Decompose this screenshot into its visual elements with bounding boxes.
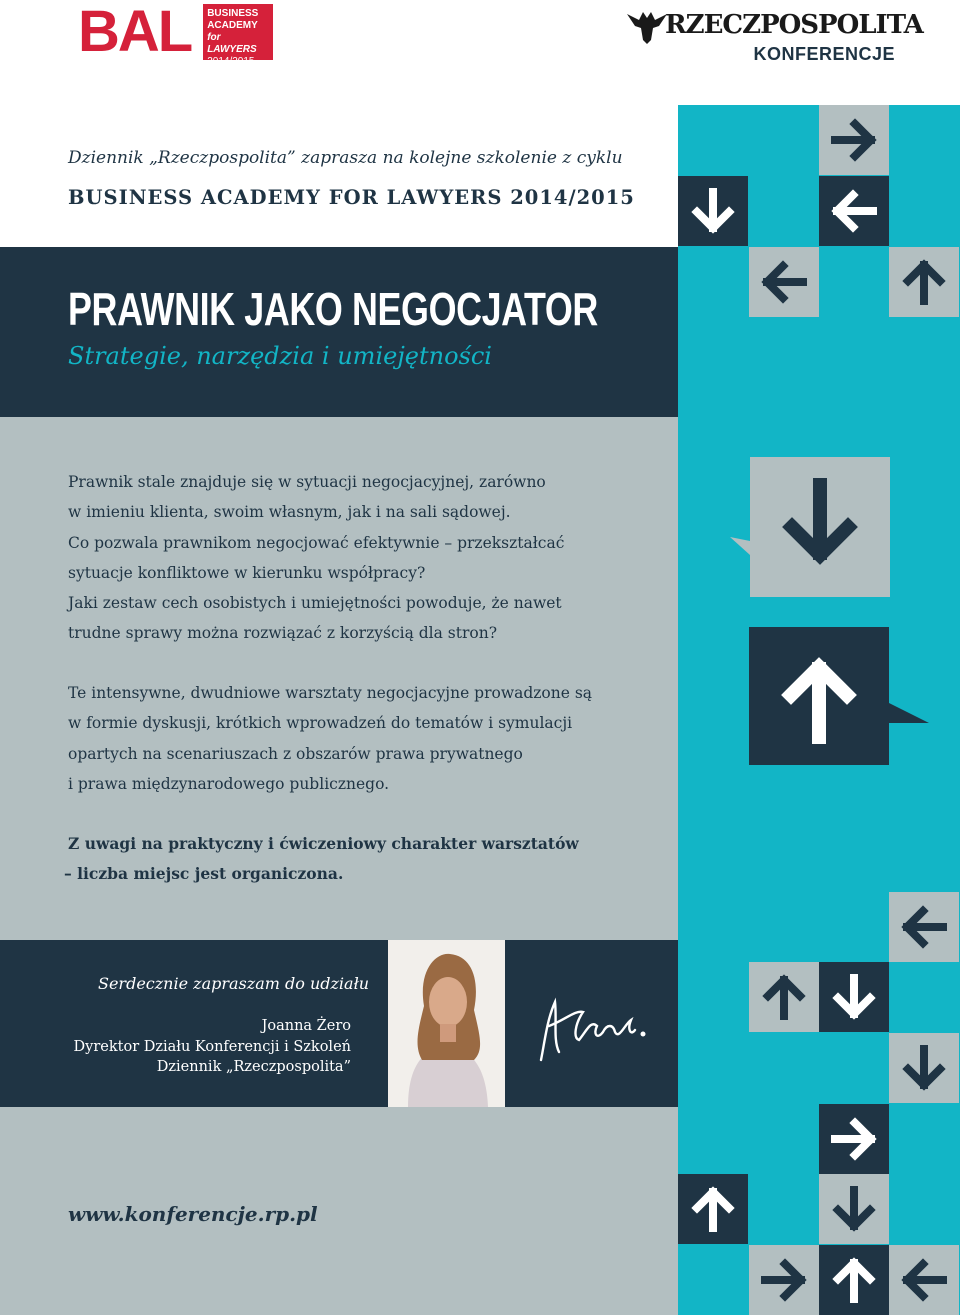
arrow-tile bbox=[749, 1245, 819, 1315]
arrow-tile bbox=[678, 1174, 748, 1244]
arrow-left-icon bbox=[819, 176, 889, 246]
invitation-line: Serdecznie zapraszam do udziału bbox=[98, 974, 370, 993]
arrow-down-icon bbox=[678, 176, 748, 246]
signatory-role: Dyrektor Działu Konferencji i Szkoleń bbox=[73, 1038, 351, 1055]
arrow-tile bbox=[678, 176, 748, 246]
academy-line: BUSINESS ACADEMY FOR LAWYERS 2014/2015 bbox=[68, 186, 635, 209]
arrow-right-icon bbox=[819, 105, 889, 175]
footer-url[interactable]: www.konferencje.rp.pl bbox=[68, 1202, 318, 1226]
arrow-tile bbox=[889, 1033, 959, 1103]
speech-bubble-grey bbox=[720, 455, 900, 605]
arrow-tile bbox=[819, 176, 889, 246]
arrow-tile bbox=[819, 962, 889, 1032]
arrow-down-icon bbox=[819, 1174, 889, 1244]
arrow-tile bbox=[889, 892, 959, 962]
arrow-down-icon bbox=[819, 962, 889, 1032]
signatory-name: Joanna Żero bbox=[261, 1018, 351, 1034]
portrait-photo bbox=[388, 940, 505, 1107]
arrow-right-icon bbox=[819, 1104, 889, 1174]
arrow-tile bbox=[819, 105, 889, 175]
arrow-tile bbox=[819, 1104, 889, 1174]
paragraph-workshop: Te intensywne, dwudniowe warsztaty negocjacyjne prowadzone są w formie dyskusji, krótkich wprowadzeń do tematów i symulacji opartych na scenariuszach z obszarów prawa prywatnego i prawa międzynarodowego publicznego. bbox=[68, 684, 593, 793]
bal-mark: BAL bbox=[78, 0, 192, 64]
signature-image bbox=[535, 990, 655, 1070]
signatory bbox=[74, 1016, 351, 1078]
page-title: PRAWNIK JAKO NEGOCJATOR bbox=[68, 283, 598, 335]
paragraph-limited: Z uwagi na praktyczny i ćwiczeniowy charakter warsztatów – liczba miejsc jest organiczona. bbox=[64, 834, 579, 884]
arrow-right-icon bbox=[749, 1245, 819, 1315]
arrow-left-icon bbox=[889, 1245, 959, 1315]
bal-logo bbox=[78, 0, 273, 67]
arrow-up-icon bbox=[749, 962, 819, 1032]
arrow-left-icon bbox=[889, 892, 959, 962]
arrow-up-icon bbox=[819, 1245, 889, 1315]
arrow-up-icon bbox=[889, 247, 959, 317]
arrow-tile bbox=[889, 1245, 959, 1315]
speech-bubble-dark bbox=[745, 625, 935, 770]
arrow-up-icon bbox=[678, 1174, 748, 1244]
paragraph-intro: Prawnik stale znajduje się w sytuacji negocjacyjnej, zarówno w imieniu klienta, swoim własnym, jak i na sali sądowej. Co pozwala prawnikom negocjować efektywnie – przekształcać sytuacje konfliktowe w kierunku współpracy? Jaki zestaw cech osobistych i umiejętności powoduje, że nawet trudne sprawy można rozwiązać z korzyścią dla stron? bbox=[68, 473, 565, 643]
arrow-tile bbox=[889, 247, 959, 317]
signatory-org: Dziennik „Rzeczpospolita” bbox=[156, 1059, 351, 1075]
arrow-tile bbox=[749, 962, 819, 1032]
eagle-icon bbox=[625, 6, 669, 46]
bal-badge: BUSINESS ACADEMY for LAWYERS 2014/2015 bbox=[203, 4, 273, 60]
arrow-tile bbox=[749, 247, 819, 317]
rzeczpospolita-logo: RZECZPOSPOLITA KONFERENCJE bbox=[625, 6, 895, 66]
arrow-tile bbox=[819, 1245, 889, 1315]
intro-line: Dziennik „Rzeczpospolita” zaprasza na kolejne szkolenie z cyklu bbox=[68, 148, 623, 168]
page-subtitle: Strategie, narzędzia i umiejętności bbox=[68, 342, 492, 370]
arrow-down-icon bbox=[889, 1033, 959, 1103]
arrow-tile bbox=[819, 1174, 889, 1244]
arrow-left-icon bbox=[749, 247, 819, 317]
